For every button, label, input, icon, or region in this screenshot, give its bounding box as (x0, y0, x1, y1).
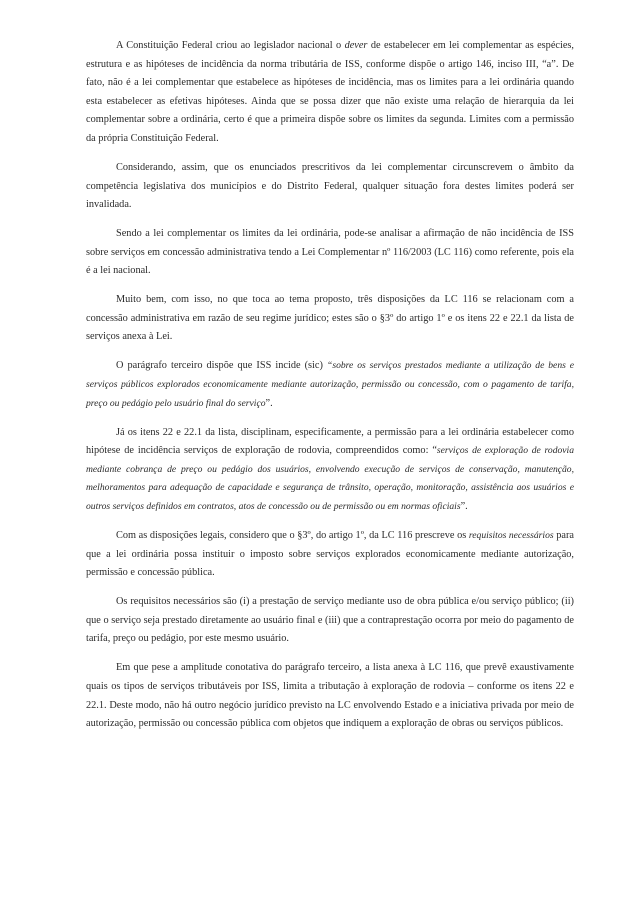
p1-emphasis-dever: dever (344, 40, 368, 51)
paragraph-4 (86, 291, 574, 347)
p1-text-b: de estabelecer em lei complementar as espécies, estrutura e as hipóteses de incidência da norma tributária de ISS, conforme dispõe o artigo 146, inciso III, “a”. De fato, não é a lei complementar que estabelece as hipóteses de incidência, mas os limites para a lei ordinária quando esta estabelecer as efetivas hipóteses. Ainda que se possa dizer que não existe uma relação de hierarquia da lei complementar sobre a ordinária, certo é que a primeira dispõe sobre os limites da segunda. Limites com a permissão da própria Constituição Federal. (86, 40, 574, 144)
paragraph-2 (86, 159, 574, 215)
document-page (86, 37, 574, 744)
p5-text-a: O parágrafo terceiro dispõe que ISS incide (sic) (116, 360, 327, 372)
paragraph-3 (86, 225, 574, 281)
paragraph-6 (86, 424, 574, 517)
p6-legal-quote: serviços de exploração de rodovia mediante cobrança de preço ou pedágio dos usuários, envolvendo execução de serviços de conservação, manutenção, melhoramentos para adequação de capacidade e segurança de trânsito, operação, monitoração, assistência aos usuários e outros serviços definidos em contratos, atos de concessão ou de permissão ou em normas oficiais (86, 445, 575, 513)
paragraph-5 (86, 357, 574, 413)
p1-text-a: A Constituição Federal criou ao legislador nacional o (116, 40, 345, 51)
p4-text: Muito bem, com isso, no que toca ao tema proposto, três disposições da LC 116 se relacionam com a concessão administrativa em razão de seu regime jurídico; estes são o §3º do artigo 1º e os itens 22 e 22.1 da lista de serviços anexa à Lei. (86, 294, 574, 343)
p2-text: Considerando, assim, que os enunciados prescritivos da lei complementar circunscrevem o âmbito da competência legislativa dos municípios e do Distrito Federal, qualquer situação fora destes limites poderá ser invalidada. (86, 161, 574, 211)
p5-text-b: ”. (265, 397, 273, 409)
paragraph-1 (86, 37, 574, 149)
p6-text-a: Já os itens 22 e 22.1 da lista, disciplinam, especificamente, a permissão para a lei ordinária estabelecer como hipótese de incidência serviços de exploração de rodovia, compreendidos como: “ (86, 426, 574, 457)
p3-text: Sendo a lei complementar os limites da lei ordinária, pode-se analisar a afirmação de não incidência de ISS sobre serviços em concessão administrativa tendo a Lei Complementar nº 116/2003 (LC 116) como referente, pois ela é a lei nacional. (86, 228, 574, 277)
p7-text-b: para que a lei ordinária possa instituir o imposto sobre serviços explorados economicamente mediante autorização, permissão e concessão pública. (86, 530, 574, 579)
p8-text: Os requisitos necessários são (i) a prestação de serviço mediante uso de obra pública e/ou serviço público; (ii) que o serviço seja prestado diretamente ao usuário final e (iii) que a contraprestação ocorra por meio do pagamento de tarifa, preço ou pedágio, por este mesmo usuário. (86, 596, 574, 645)
paragraph-8 (86, 593, 574, 649)
paragraph-7 (86, 527, 574, 583)
p7-emphasis-requisitos: requisitos necessários (468, 530, 554, 541)
paragraph-9 (86, 659, 574, 733)
p7-text-a: Com as disposições legais, considero que o §3º, do artigo 1º, da LC 116 prescreve os (116, 530, 469, 541)
p9-text: Em que pese a amplitude conotativa do parágrafo terceiro, a lista anexa à LC 116, que prevê exaustivamente quais os tipos de serviços tributáveis por ISS, limita a tributação à exploração de rodovia – conforme os itens 22 e 22.1. Deste modo, não há outro negócio jurídico previsto na LC envolvendo Estado e a iniciativa privada por meio de autorização, permissão ou concessão pública com objetos que indiquem a exploração de obras ou serviços públicos. (86, 662, 574, 730)
p6-text-b: ”. (460, 501, 468, 513)
p5-legal-quote: “sobre os serviços prestados mediante a utilização de bens e serviços públicos explorados economicamente mediante autorização, permissão ou concessão, com o pagamento de tarifa, preço ou pedágio pelo usuário final do serviço (86, 360, 575, 409)
